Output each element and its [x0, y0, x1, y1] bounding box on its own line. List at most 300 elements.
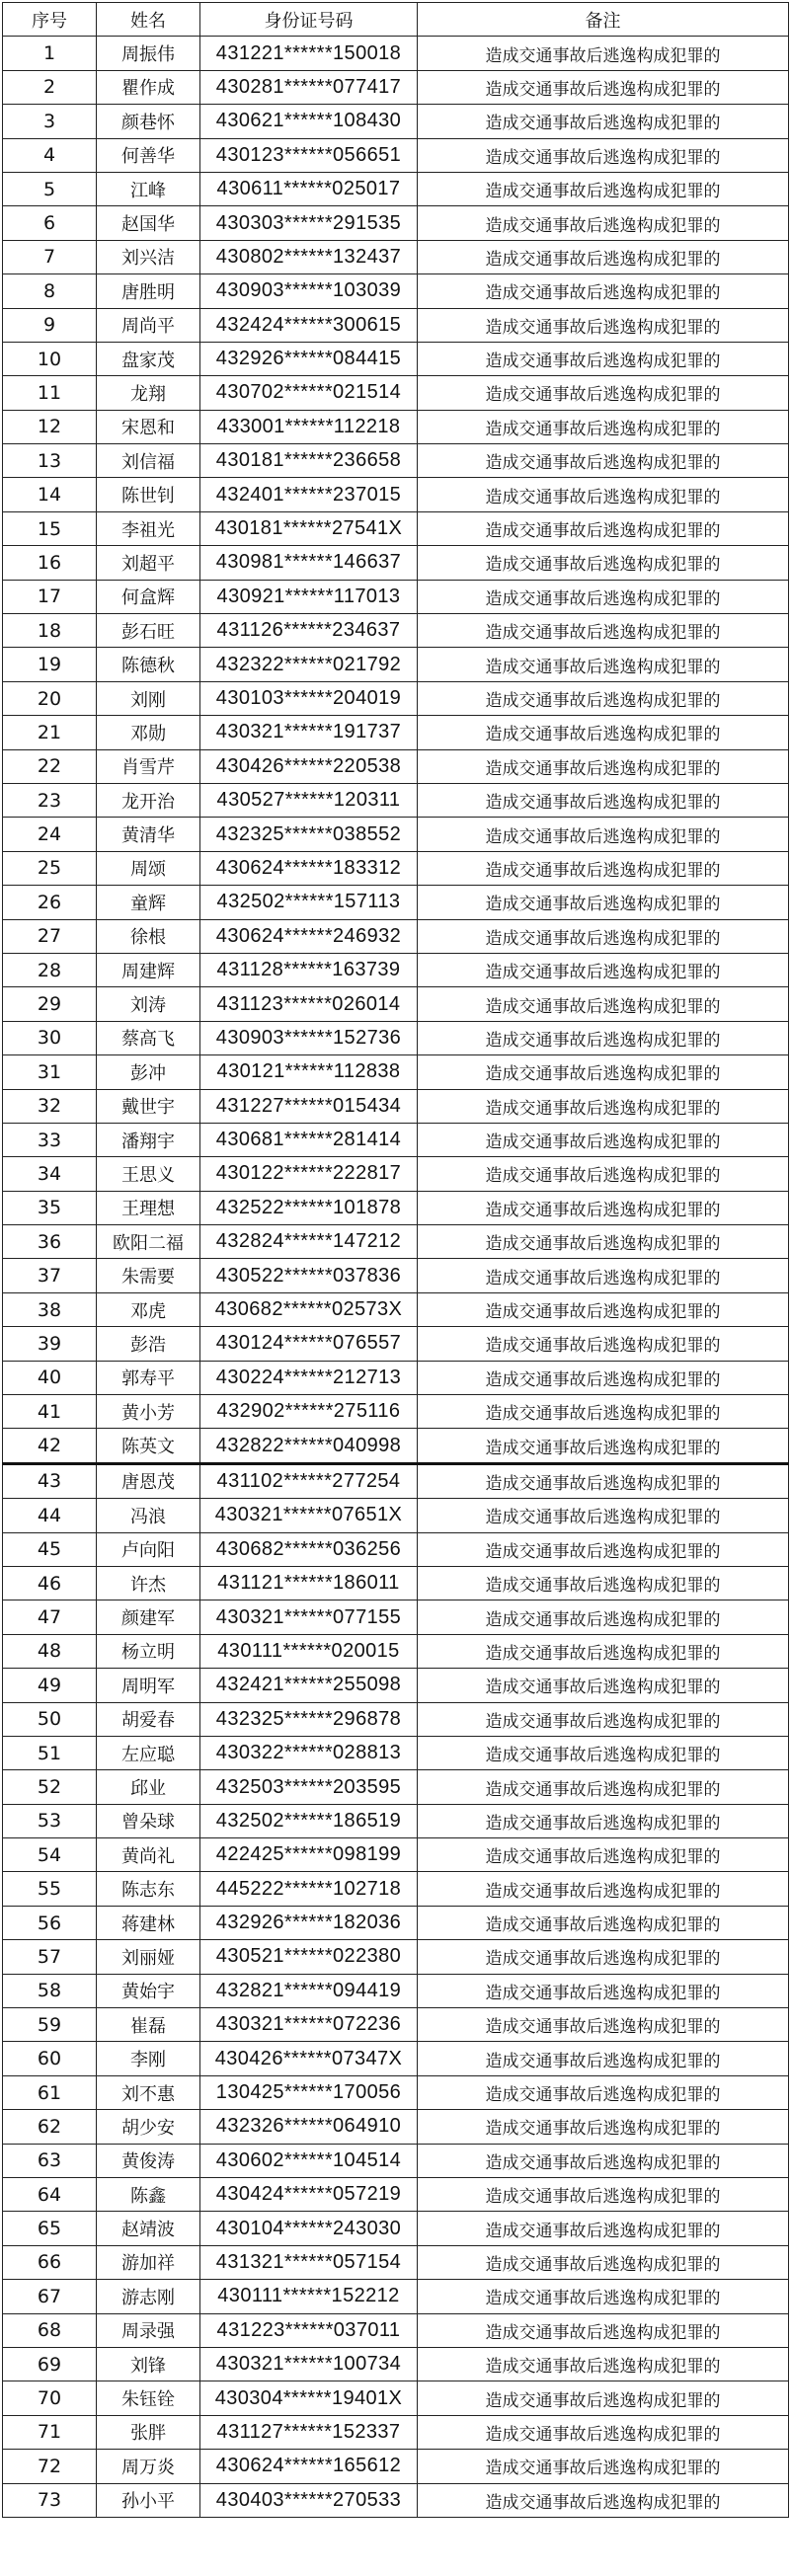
table-row [3, 987, 789, 1021]
cell-index: 57 [3, 1940, 97, 1974]
cell-name: 颜建军 [97, 1600, 200, 1634]
table-row [3, 2381, 789, 2415]
cell-id-number: 432502******157113 [200, 886, 418, 919]
cell-name: 周建辉 [97, 953, 200, 986]
cell-remark: 造成交通事故后逃逸构成犯罪的 [418, 580, 789, 613]
header-row [3, 3, 789, 37]
cell-index: 50 [3, 1702, 97, 1736]
cell-index: 15 [3, 511, 97, 545]
cell-id-number: 432424******300615 [200, 308, 418, 342]
cell-index: 30 [3, 1021, 97, 1054]
table-row [3, 2144, 789, 2177]
cell-id-number: 430702******021514 [200, 376, 418, 410]
table-row [3, 2075, 789, 2109]
cell-remark: 造成交通事故后逃逸构成犯罪的 [418, 1157, 789, 1191]
cell-name: 徐根 [97, 919, 200, 953]
cell-index: 52 [3, 1770, 97, 1804]
cell-remark: 造成交通事故后逃逸构成犯罪的 [418, 172, 789, 205]
cell-remark: 造成交通事故后逃逸构成犯罪的 [418, 1702, 789, 1736]
cell-remark: 造成交通事故后逃逸构成犯罪的 [418, 105, 789, 138]
cell-id-number: 430802******132437 [200, 240, 418, 273]
table-row [3, 1327, 789, 1361]
table-row [3, 138, 789, 172]
cell-id-number: 431126******234637 [200, 614, 418, 648]
cell-remark: 造成交通事故后逃逸构成犯罪的 [418, 1736, 789, 1769]
cell-remark: 造成交通事故后逃逸构成犯罪的 [418, 1770, 789, 1804]
cell-name: 黄尚礼 [97, 1838, 200, 1872]
table-row [3, 2042, 789, 2075]
cell-remark: 造成交通事故后逃逸构成犯罪的 [418, 1906, 789, 1939]
table-row [3, 1157, 789, 1191]
cell-index: 13 [3, 444, 97, 478]
cell-remark: 造成交通事故后逃逸构成犯罪的 [418, 1669, 789, 1702]
cell-id-number: 431221******150018 [200, 37, 418, 70]
cell-name: 刘超平 [97, 546, 200, 580]
table-row [3, 240, 789, 273]
cell-id-number: 430321******07651X [200, 1499, 418, 1532]
cell-name: 彭石旺 [97, 614, 200, 648]
cell-remark: 造成交通事故后逃逸构成犯罪的 [418, 1225, 789, 1259]
cell-name: 周尚平 [97, 308, 200, 342]
table-row [3, 2280, 789, 2313]
cell-remark: 造成交通事故后逃逸构成犯罪的 [418, 851, 789, 885]
table-row [3, 1974, 789, 2007]
cell-remark: 造成交通事故后逃逸构成犯罪的 [418, 376, 789, 410]
table-row [3, 2483, 789, 2517]
cell-name: 赵国华 [97, 206, 200, 240]
cell-name: 瞿作成 [97, 70, 200, 104]
cell-remark: 造成交通事故后逃逸构成犯罪的 [418, 1804, 789, 1837]
cell-id-number: 430621******108430 [200, 105, 418, 138]
cell-index: 66 [3, 2245, 97, 2279]
cell-index: 68 [3, 2313, 97, 2347]
cell-name: 周振伟 [97, 37, 200, 70]
cell-remark: 造成交通事故后逃逸构成犯罪的 [418, 2313, 789, 2347]
cell-id-number: 430321******191737 [200, 716, 418, 749]
cell-remark: 造成交通事故后逃逸构成犯罪的 [418, 546, 789, 580]
cell-name: 许杰 [97, 1566, 200, 1600]
cell-index: 62 [3, 2110, 97, 2144]
cell-id-number: 430181******236658 [200, 444, 418, 478]
cell-index: 24 [3, 818, 97, 851]
table-row [3, 1906, 789, 1939]
cell-remark: 造成交通事故后逃逸构成犯罪的 [418, 1089, 789, 1123]
cell-id-number: 432421******255098 [200, 1669, 418, 1702]
cell-id-number: 430321******077155 [200, 1600, 418, 1634]
cell-remark: 造成交通事故后逃逸构成犯罪的 [418, 1021, 789, 1054]
cell-remark: 造成交通事故后逃逸构成犯罪的 [418, 1872, 789, 1906]
cell-index: 19 [3, 648, 97, 681]
cell-id-number: 430426******07347X [200, 2042, 418, 2075]
cell-remark: 造成交通事故后逃逸构成犯罪的 [418, 1974, 789, 2007]
cell-index: 70 [3, 2381, 97, 2415]
table-row [3, 1770, 789, 1804]
cell-index: 32 [3, 1089, 97, 1123]
table-row [3, 1463, 789, 1498]
cell-remark: 造成交通事故后逃逸构成犯罪的 [418, 2415, 789, 2449]
header-index: 序号 [3, 3, 97, 37]
cell-name: 盘家茂 [97, 342, 200, 375]
cell-id-number: 430611******025017 [200, 172, 418, 205]
cell-name: 朱钰铨 [97, 2381, 200, 2415]
cell-index: 46 [3, 1566, 97, 1600]
cell-id-number: 432326******064910 [200, 2110, 418, 2144]
cell-index: 44 [3, 1499, 97, 1532]
cell-index: 17 [3, 580, 97, 613]
cell-id-number: 432322******021792 [200, 648, 418, 681]
table-row [3, 681, 789, 715]
table-row [3, 2008, 789, 2042]
cell-remark: 造成交通事故后逃逸构成犯罪的 [418, 2245, 789, 2279]
cell-id-number: 431223******037011 [200, 2313, 418, 2347]
cell-name: 黄始宇 [97, 1974, 200, 2007]
cell-id-number: 430303******291535 [200, 206, 418, 240]
cell-index: 48 [3, 1634, 97, 1668]
cell-id-number: 430521******022380 [200, 1940, 418, 1974]
table-row [3, 2178, 789, 2212]
table-row [3, 818, 789, 851]
cell-name: 龙翔 [97, 376, 200, 410]
cell-id-number: 430903******152736 [200, 1021, 418, 1054]
cell-remark: 造成交通事故后逃逸构成犯罪的 [418, 716, 789, 749]
cell-remark: 造成交通事故后逃逸构成犯罪的 [418, 1123, 789, 1156]
cell-index: 47 [3, 1600, 97, 1634]
table-row [3, 1702, 789, 1736]
cell-id-number: 430921******117013 [200, 580, 418, 613]
cell-remark: 造成交通事故后逃逸构成犯罪的 [418, 886, 789, 919]
cell-index: 16 [3, 546, 97, 580]
table-row [3, 274, 789, 308]
cell-id-number: 432821******094419 [200, 1974, 418, 2007]
cell-index: 38 [3, 1292, 97, 1326]
table-row [3, 172, 789, 205]
cell-id-number: 432325******296878 [200, 1702, 418, 1736]
cell-remark: 造成交通事故后逃逸构成犯罪的 [418, 953, 789, 986]
cell-name: 肖雪芹 [97, 749, 200, 783]
cell-remark: 造成交通事故后逃逸构成犯罪的 [418, 1327, 789, 1361]
cell-name: 蔡高飞 [97, 1021, 200, 1054]
cell-name: 黄清华 [97, 818, 200, 851]
table-body [3, 37, 789, 2518]
cell-name: 颜巷怀 [97, 105, 200, 138]
cell-id-number: 432926******182036 [200, 1906, 418, 1939]
cell-id-number: 430624******183312 [200, 851, 418, 885]
table-row [3, 376, 789, 410]
cell-name: 周明军 [97, 1669, 200, 1702]
cell-id-number: 430527******120311 [200, 783, 418, 817]
table-row [3, 2245, 789, 2279]
cell-index: 56 [3, 1906, 97, 1939]
cell-name: 何善华 [97, 138, 200, 172]
cell-index: 39 [3, 1327, 97, 1361]
cell-name: 童辉 [97, 886, 200, 919]
cell-remark: 造成交通事故后逃逸构成犯罪的 [418, 2178, 789, 2212]
cell-name: 游加祥 [97, 2245, 200, 2279]
cell-id-number: 430624******165612 [200, 2450, 418, 2483]
table-row [3, 580, 789, 613]
cell-name: 陈世钊 [97, 478, 200, 511]
cell-index: 49 [3, 1669, 97, 1702]
cell-name: 赵靖波 [97, 2212, 200, 2245]
cell-index: 73 [3, 2483, 97, 2517]
cell-name: 崔磊 [97, 2008, 200, 2042]
cell-index: 27 [3, 919, 97, 953]
roster-table [2, 2, 789, 2518]
table-row [3, 716, 789, 749]
cell-index: 29 [3, 987, 97, 1021]
cell-name: 戴世宇 [97, 1089, 200, 1123]
cell-id-number: 432926******084415 [200, 342, 418, 375]
cell-remark: 造成交通事故后逃逸构成犯罪的 [418, 1634, 789, 1668]
table-row [3, 511, 789, 545]
cell-remark: 造成交通事故后逃逸构成犯罪的 [418, 1532, 789, 1566]
cell-id-number: 430122******222817 [200, 1157, 418, 1191]
cell-name: 王理想 [97, 1191, 200, 1224]
cell-index: 54 [3, 1838, 97, 1872]
cell-name: 胡爱春 [97, 1702, 200, 1736]
cell-index: 18 [3, 614, 97, 648]
cell-id-number: 430121******112838 [200, 1055, 418, 1089]
cell-remark: 造成交通事故后逃逸构成犯罪的 [418, 749, 789, 783]
cell-id-number: 430124******076557 [200, 1327, 418, 1361]
cell-index: 9 [3, 308, 97, 342]
cell-name: 刘不惠 [97, 2075, 200, 2109]
cell-name: 杨立明 [97, 1634, 200, 1668]
cell-name: 陈英文 [97, 1429, 200, 1463]
table-row [3, 444, 789, 478]
header-remark: 备注 [418, 3, 789, 37]
cell-name: 张胖 [97, 2415, 200, 2449]
cell-name: 胡少安 [97, 2110, 200, 2144]
cell-name: 李祖光 [97, 511, 200, 545]
cell-name: 唐恩茂 [97, 1463, 200, 1498]
cell-index: 4 [3, 138, 97, 172]
cell-name: 宋恩和 [97, 410, 200, 443]
cell-index: 43 [3, 1463, 97, 1498]
cell-id-number: 430123******056651 [200, 138, 418, 172]
cell-name: 卢向阳 [97, 1532, 200, 1566]
table-row [3, 1055, 789, 1089]
cell-name: 陈志东 [97, 1872, 200, 1906]
cell-name: 朱需要 [97, 1259, 200, 1292]
cell-index: 59 [3, 2008, 97, 2042]
table-header [3, 3, 789, 37]
cell-index: 64 [3, 2178, 97, 2212]
table-row [3, 1361, 789, 1394]
cell-name: 潘翔宇 [97, 1123, 200, 1156]
cell-remark: 造成交通事故后逃逸构成犯罪的 [418, 410, 789, 443]
cell-index: 35 [3, 1191, 97, 1224]
cell-remark: 造成交通事故后逃逸构成犯罪的 [418, 2008, 789, 2042]
cell-id-number: 430321******100734 [200, 2347, 418, 2381]
cell-remark: 造成交通事故后逃逸构成犯罪的 [418, 1566, 789, 1600]
cell-id-number: 430981******146637 [200, 546, 418, 580]
cell-index: 58 [3, 1974, 97, 2007]
cell-index: 61 [3, 2075, 97, 2109]
cell-remark: 造成交通事故后逃逸构成犯罪的 [418, 342, 789, 375]
cell-remark: 造成交通事故后逃逸构成犯罪的 [418, 614, 789, 648]
table-row [3, 2313, 789, 2347]
cell-index: 67 [3, 2280, 97, 2313]
cell-index: 7 [3, 240, 97, 273]
cell-index: 8 [3, 274, 97, 308]
cell-index: 60 [3, 2042, 97, 2075]
cell-remark: 造成交通事故后逃逸构成犯罪的 [418, 478, 789, 511]
cell-index: 1 [3, 37, 97, 70]
cell-id-number: 431128******163739 [200, 953, 418, 986]
cell-remark: 造成交通事故后逃逸构成犯罪的 [418, 681, 789, 715]
cell-remark: 造成交通事故后逃逸构成犯罪的 [418, 1395, 789, 1429]
cell-remark: 造成交通事故后逃逸构成犯罪的 [418, 2280, 789, 2313]
cell-index: 31 [3, 1055, 97, 1089]
cell-remark: 造成交通事故后逃逸构成犯罪的 [418, 1940, 789, 1974]
cell-id-number: 430103******204019 [200, 681, 418, 715]
cell-id-number: 430322******028813 [200, 1736, 418, 1769]
table-row [3, 410, 789, 443]
cell-remark: 造成交通事故后逃逸构成犯罪的 [418, 206, 789, 240]
table-row [3, 1292, 789, 1326]
cell-id-number: 430903******103039 [200, 274, 418, 308]
cell-remark: 造成交通事故后逃逸构成犯罪的 [418, 2212, 789, 2245]
table-row [3, 919, 789, 953]
cell-remark: 造成交通事故后逃逸构成犯罪的 [418, 783, 789, 817]
table-row [3, 614, 789, 648]
cell-remark: 造成交通事故后逃逸构成犯罪的 [418, 274, 789, 308]
cell-id-number: 432902******275116 [200, 1395, 418, 1429]
cell-index: 10 [3, 342, 97, 375]
cell-id-number: 432824******147212 [200, 1225, 418, 1259]
table-row [3, 749, 789, 783]
cell-remark: 造成交通事故后逃逸构成犯罪的 [418, 1463, 789, 1498]
cell-id-number: 431123******026014 [200, 987, 418, 1021]
table-row [3, 2450, 789, 2483]
cell-id-number: 432822******040998 [200, 1429, 418, 1463]
cell-index: 72 [3, 2450, 97, 2483]
cell-id-number: 430682******036256 [200, 1532, 418, 1566]
table-row [3, 1499, 789, 1532]
cell-index: 34 [3, 1157, 97, 1191]
cell-remark: 造成交通事故后逃逸构成犯罪的 [418, 1429, 789, 1463]
table-row [3, 105, 789, 138]
cell-name: 邓勋 [97, 716, 200, 749]
cell-id-number: 445222******102718 [200, 1872, 418, 1906]
table-row [3, 308, 789, 342]
cell-id-number: 432325******038552 [200, 818, 418, 851]
cell-id-number: 432503******203595 [200, 1770, 418, 1804]
cell-index: 23 [3, 783, 97, 817]
table-row [3, 886, 789, 919]
cell-remark: 造成交通事故后逃逸构成犯罪的 [418, 2450, 789, 2483]
cell-remark: 造成交通事故后逃逸构成犯罪的 [418, 511, 789, 545]
cell-id-number: 430522******037836 [200, 1259, 418, 1292]
cell-index: 21 [3, 716, 97, 749]
table-row [3, 1429, 789, 1463]
table-row [3, 1021, 789, 1054]
cell-name: 刘刚 [97, 681, 200, 715]
table-row [3, 648, 789, 681]
cell-id-number: 430111******152212 [200, 2280, 418, 2313]
cell-index: 12 [3, 410, 97, 443]
cell-id-number: 430304******19401X [200, 2381, 418, 2415]
cell-name: 刘信福 [97, 444, 200, 478]
header-id-number: 身份证号码 [200, 3, 418, 37]
cell-id-number: 431127******152337 [200, 2415, 418, 2449]
cell-remark: 造成交通事故后逃逸构成犯罪的 [418, 818, 789, 851]
cell-id-number: 431121******186011 [200, 1566, 418, 1600]
cell-remark: 造成交通事故后逃逸构成犯罪的 [418, 2381, 789, 2415]
cell-id-number: 430624******246932 [200, 919, 418, 953]
table-row [3, 206, 789, 240]
table-row [3, 1634, 789, 1668]
cell-id-number: 430281******077417 [200, 70, 418, 104]
cell-name: 冯浪 [97, 1499, 200, 1532]
cell-name: 游志刚 [97, 2280, 200, 2313]
cell-remark: 造成交通事故后逃逸构成犯罪的 [418, 2042, 789, 2075]
cell-id-number: 430682******02573X [200, 1292, 418, 1326]
table-row [3, 1259, 789, 1292]
cell-id-number: 430403******270533 [200, 2483, 418, 2517]
cell-id-number: 431227******015434 [200, 1089, 418, 1123]
cell-id-number: 430111******020015 [200, 1634, 418, 1668]
cell-index: 5 [3, 172, 97, 205]
table-row [3, 1566, 789, 1600]
table-row [3, 70, 789, 104]
cell-index: 6 [3, 206, 97, 240]
cell-index: 11 [3, 376, 97, 410]
cell-name: 刘涛 [97, 987, 200, 1021]
cell-name: 唐胜明 [97, 274, 200, 308]
cell-name: 左应聪 [97, 1736, 200, 1769]
table-row [3, 851, 789, 885]
table-row [3, 1089, 789, 1123]
cell-index: 36 [3, 1225, 97, 1259]
cell-remark: 造成交通事故后逃逸构成犯罪的 [418, 37, 789, 70]
cell-remark: 造成交通事故后逃逸构成犯罪的 [418, 2347, 789, 2381]
cell-remark: 造成交通事故后逃逸构成犯罪的 [418, 2075, 789, 2109]
cell-index: 55 [3, 1872, 97, 1906]
cell-index: 26 [3, 886, 97, 919]
cell-remark: 造成交通事故后逃逸构成犯罪的 [418, 308, 789, 342]
cell-index: 65 [3, 2212, 97, 2245]
cell-index: 63 [3, 2144, 97, 2177]
table-row [3, 1600, 789, 1634]
cell-name: 刘兴洁 [97, 240, 200, 273]
table-row [3, 2212, 789, 2245]
table-row [3, 1669, 789, 1702]
cell-id-number: 430602******104514 [200, 2144, 418, 2177]
cell-remark: 造成交通事故后逃逸构成犯罪的 [418, 1259, 789, 1292]
cell-name: 彭冲 [97, 1055, 200, 1089]
cell-id-number: 130425******170056 [200, 2075, 418, 2109]
cell-name: 邓虎 [97, 1292, 200, 1326]
cell-remark: 造成交通事故后逃逸构成犯罪的 [418, 240, 789, 273]
cell-index: 33 [3, 1123, 97, 1156]
cell-name: 刘锋 [97, 2347, 200, 2381]
cell-remark: 造成交通事故后逃逸构成犯罪的 [418, 2483, 789, 2517]
cell-id-number: 432522******101878 [200, 1191, 418, 1224]
cell-name: 蒋建林 [97, 1906, 200, 1939]
cell-remark: 造成交通事故后逃逸构成犯罪的 [418, 1600, 789, 1634]
cell-id-number: 430181******27541X [200, 511, 418, 545]
cell-index: 53 [3, 1804, 97, 1837]
cell-index: 40 [3, 1361, 97, 1394]
cell-index: 25 [3, 851, 97, 885]
cell-name: 陈德秋 [97, 648, 200, 681]
cell-remark: 造成交通事故后逃逸构成犯罪的 [418, 648, 789, 681]
cell-name: 王思义 [97, 1157, 200, 1191]
table-row [3, 1736, 789, 1769]
cell-name: 孙小平 [97, 2483, 200, 2517]
